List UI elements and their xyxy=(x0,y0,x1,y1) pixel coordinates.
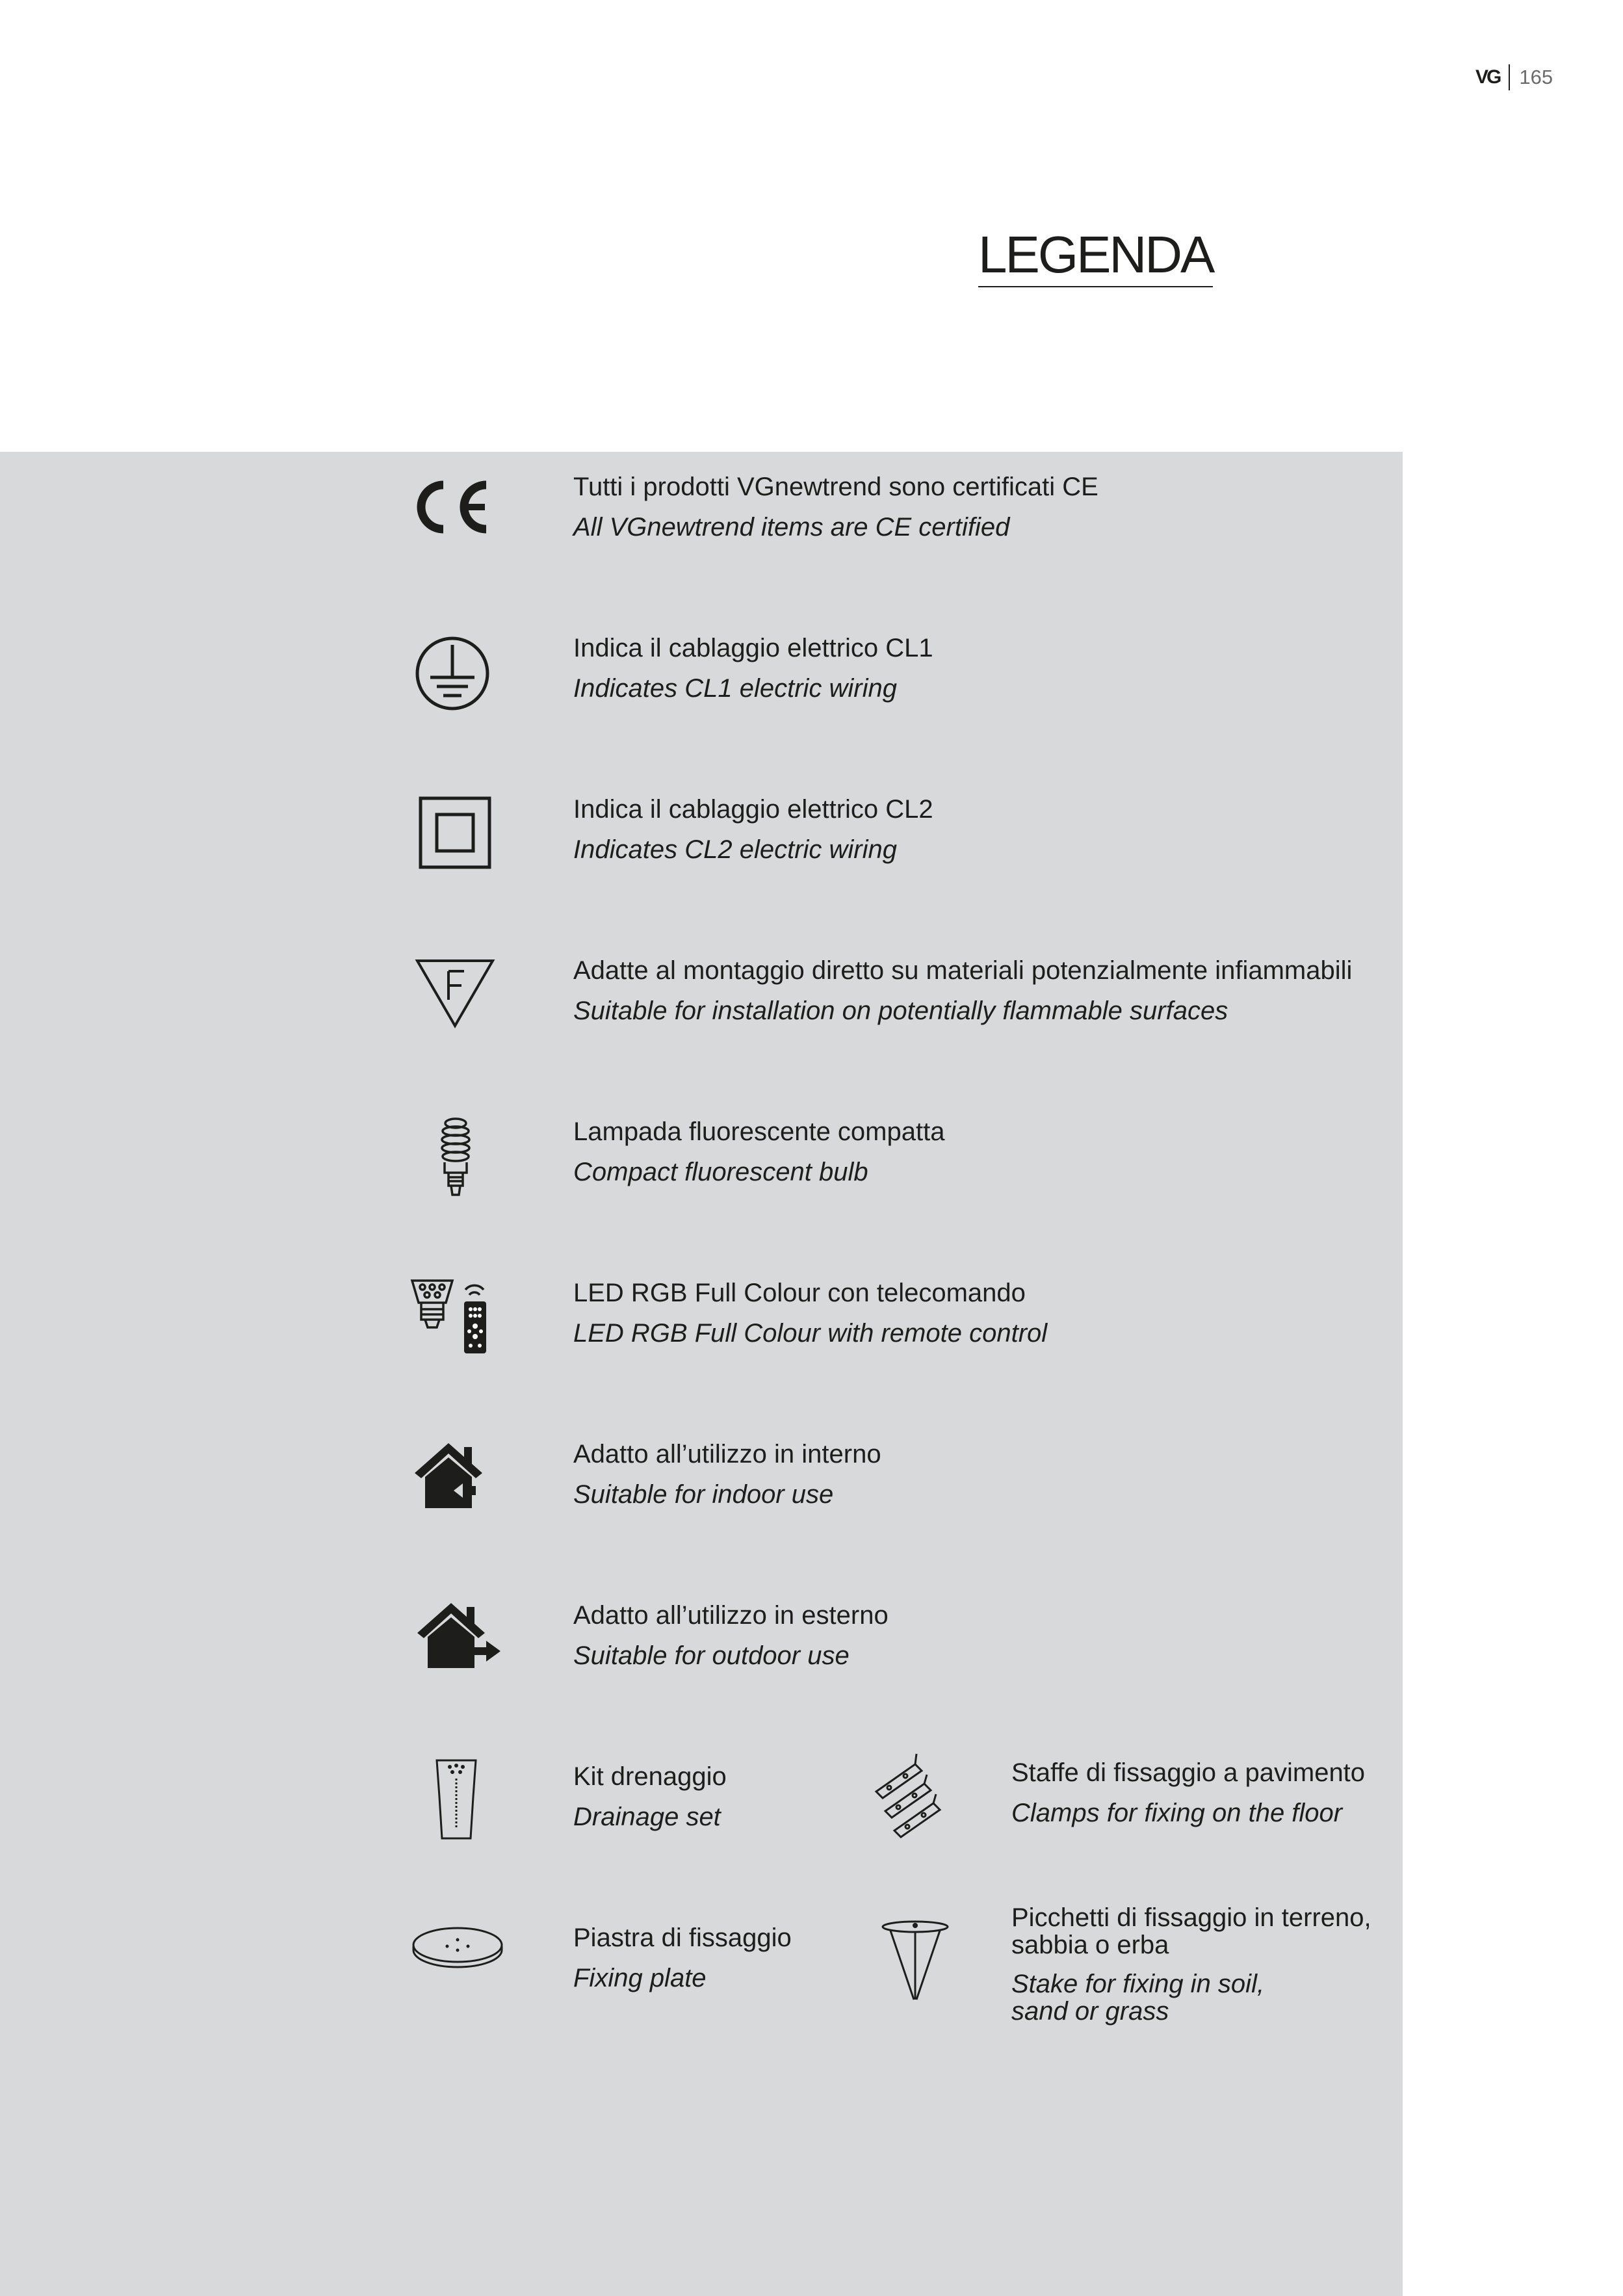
legend-cl1-it: Indica il cablaggio elettrico CL1 xyxy=(573,634,933,662)
ground-stake-icon xyxy=(879,1918,952,2002)
floor-clamps-icon xyxy=(870,1751,954,1849)
legend-drainage-en: Drainage set xyxy=(573,1803,721,1831)
outdoor-house-icon xyxy=(413,1599,502,1671)
legend-indoor-en: Suitable for indoor use xyxy=(573,1480,834,1509)
legend-indoor-text xyxy=(573,1434,881,1515)
legend-clamps-it: Staffe di fissaggio a pavimento xyxy=(1011,1758,1366,1787)
legend-stake-en-line1: Stake for fixing in soil, xyxy=(1011,1970,1265,1998)
legend-stake-it-line2: sabbia o erba xyxy=(1011,1931,1169,1959)
legend-plate-en: Fixing plate xyxy=(573,1964,707,1992)
page-title: LEGENDA xyxy=(978,229,1213,287)
ce-mark-icon xyxy=(409,476,494,538)
legend-stake-text xyxy=(1011,1904,1371,2025)
legend-cfl-it: Lampada fluorescente compatta xyxy=(573,1117,945,1146)
legend-outdoor-en: Suitable for outdoor use xyxy=(573,1641,850,1670)
fixing-plate-icon xyxy=(411,1924,504,1970)
legend-flammable-text xyxy=(573,950,1352,1031)
indoor-house-icon xyxy=(411,1439,489,1511)
legend-clamps-text xyxy=(1011,1753,1365,1833)
legend-outdoor-it: Adatto all’utilizzo in esterno xyxy=(573,1601,889,1630)
legend-ce-it: Tutti i prodotti VGnewtrend sono certificati CE xyxy=(573,473,1098,501)
legend-cl2-it: Indica il cablaggio elettrico CL2 xyxy=(573,795,933,824)
legend-ce-text xyxy=(573,467,1098,547)
drainage-kit-icon xyxy=(430,1758,482,1841)
legend-cl2-en: Indicates CL2 electric wiring xyxy=(573,835,897,864)
legend-indoor-it: Adatto all’utilizzo in interno xyxy=(573,1440,881,1468)
legend-stake-it-line1: Picchetti di fissaggio in terreno, xyxy=(1011,1903,1371,1932)
led-remote-icon xyxy=(409,1275,494,1356)
vg-logo: VG xyxy=(1475,66,1500,88)
cfl-bulb-icon xyxy=(434,1115,477,1201)
f-triangle-icon xyxy=(415,958,495,1030)
legend-flammable-en: Suitable for installation on potentially flammable surfaces xyxy=(573,997,1228,1025)
legend-cfl-text xyxy=(573,1112,944,1192)
header-divider xyxy=(1509,64,1510,90)
legend-drainage-it: Kit drenaggio xyxy=(573,1762,727,1791)
legend-cfl-en: Compact fluorescent bulb xyxy=(573,1158,868,1186)
legend-flammable-it: Adatte al montaggio diretto su materiali potenzialmente infiammabili xyxy=(573,956,1353,985)
legend-cl1-text xyxy=(573,628,933,709)
legend-led-en: LED RGB Full Colour with remote control xyxy=(573,1319,1048,1348)
earth-ground-icon xyxy=(415,636,490,711)
legend-plate-it: Piastra di fissaggio xyxy=(573,1924,792,1952)
legend-stake-en-line2: sand or grass xyxy=(1011,1997,1169,2026)
legend-plate-text xyxy=(573,1918,792,1998)
legend-outdoor-text xyxy=(573,1595,889,1676)
legend-clamps-en: Clamps for fixing on the floor xyxy=(1011,1799,1343,1827)
page-number: 165 xyxy=(1519,66,1553,88)
legend-drainage-text xyxy=(573,1756,727,1837)
legend-ce-en: All VGnewtrend items are CE certified xyxy=(573,513,1010,541)
legend-cl1-en: Indicates CL1 electric wiring xyxy=(573,674,897,703)
legend-led-text xyxy=(573,1273,1047,1353)
legend-led-it: LED RGB Full Colour con telecomando xyxy=(573,1279,1026,1307)
legend-cl2-text xyxy=(573,789,933,870)
double-insulation-icon xyxy=(419,796,491,869)
page-header xyxy=(1475,62,1553,92)
